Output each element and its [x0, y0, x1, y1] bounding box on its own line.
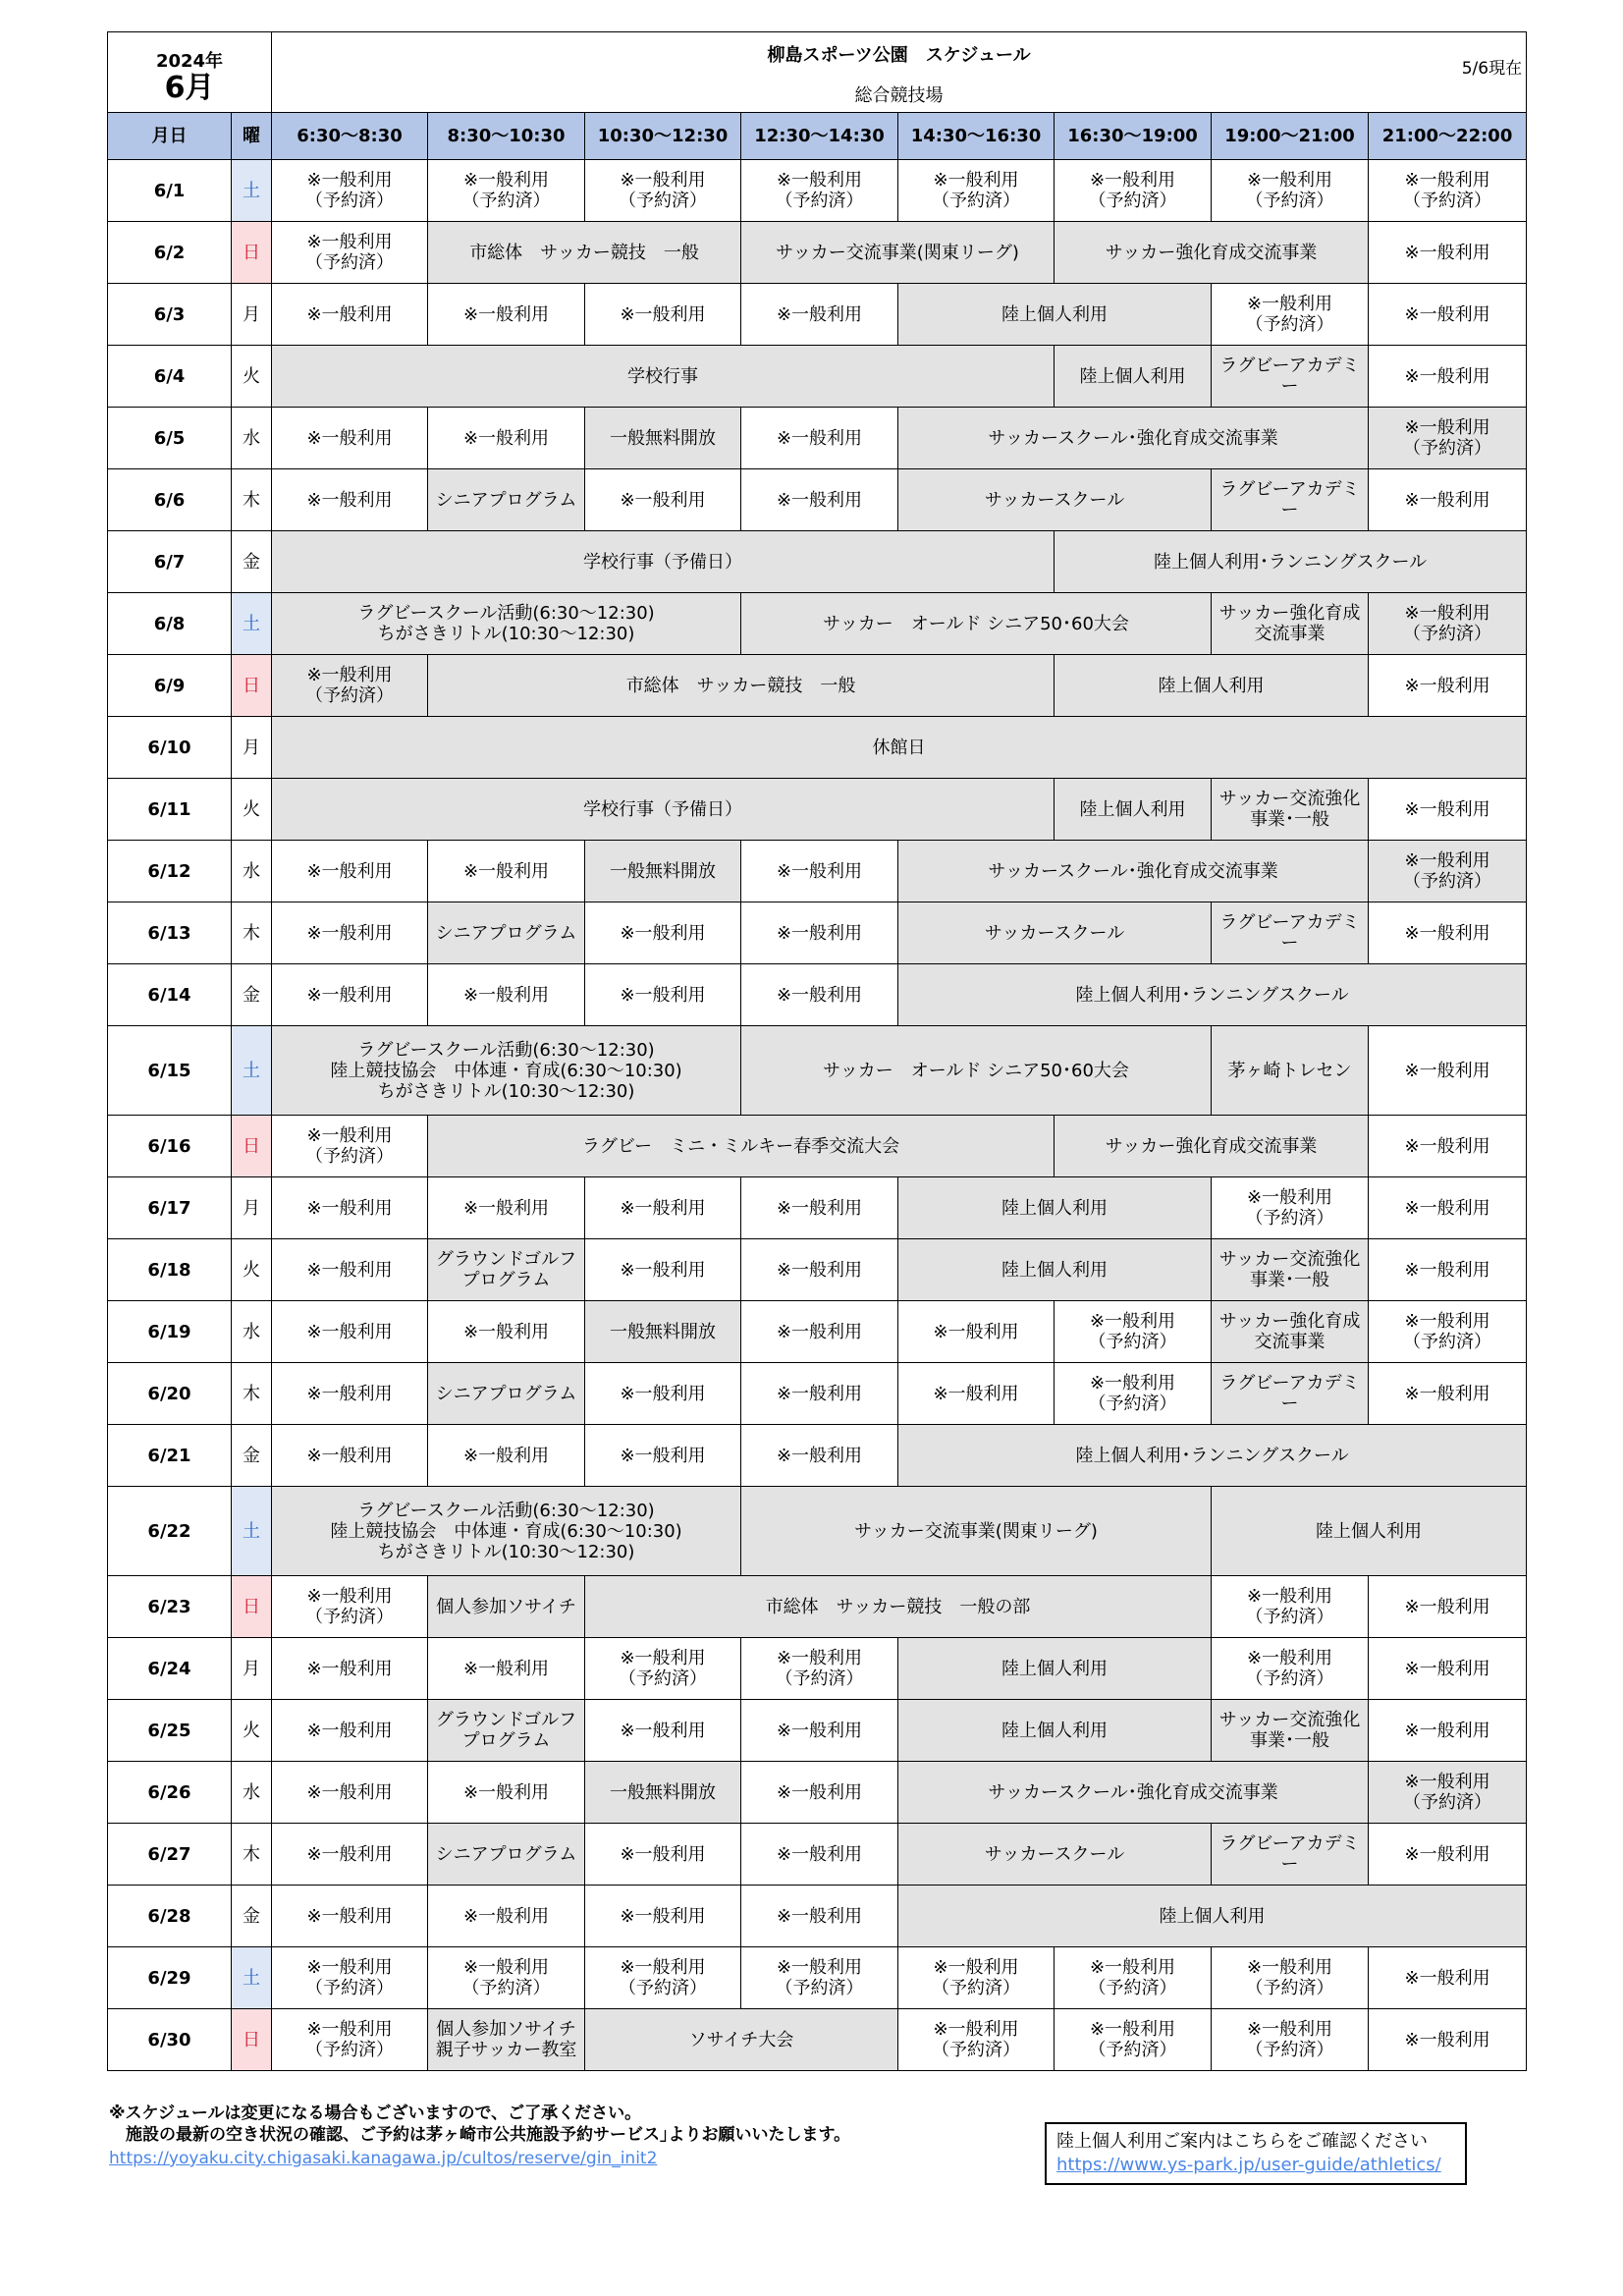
row-date: 6/5 — [108, 408, 232, 469]
schedule-cell: ※一般利用 — [585, 469, 741, 531]
schedule-cell: ※一般利用 （予約済） — [272, 2009, 428, 2071]
schedule-cell: ラグビー ミニ・ミルキー春季交流大会 — [428, 1116, 1055, 1177]
schedule-row — [108, 408, 1527, 469]
schedule-cell: 市総体 サッカー競技 一般 — [428, 655, 1055, 717]
schedule-cell: ※一般利用 — [741, 1301, 898, 1363]
schedule-row — [108, 902, 1527, 964]
schedule-row — [108, 222, 1527, 284]
col-header-slot: 10:30～12:30 — [585, 113, 741, 160]
schedule-cell: 陸上個人利用 — [898, 1700, 1212, 1762]
schedule-cell: ※一般利用 （予約済） — [1369, 841, 1527, 902]
schedule-cell: ※一般利用 （予約済） — [272, 655, 428, 717]
schedule-cell: ※一般利用 — [272, 469, 428, 531]
schedule-cell: ※一般利用 — [1369, 346, 1527, 408]
schedule-cell: ※一般利用 — [1369, 2009, 1527, 2071]
schedule-cell: 陸上個人利用･ランニングスクール — [898, 964, 1527, 1026]
row-day-of-week: 火 — [232, 1700, 272, 1762]
schedule-cell: ※一般利用 （予約済） — [741, 160, 898, 222]
schedule-cell: シニアプログラム — [428, 469, 585, 531]
row-day-of-week: 水 — [232, 408, 272, 469]
year-label: 2024年 — [155, 51, 224, 72]
schedule-cell: ※一般利用 （予約済） — [1212, 160, 1369, 222]
schedule-row — [108, 160, 1527, 222]
schedule-row — [108, 593, 1527, 655]
schedule-cell: シニアプログラム — [428, 902, 585, 964]
schedule-table — [107, 31, 1527, 2071]
schedule-cell: ラグビーアカデミー — [1212, 1363, 1369, 1425]
schedule-cell: ※一般利用 — [741, 1177, 898, 1239]
schedule-cell: ※一般利用 （予約済） — [898, 1947, 1055, 2009]
schedule-cell: サッカースクール — [898, 469, 1212, 531]
schedule-cell: ※一般利用 — [1369, 1638, 1527, 1700]
reservation-notice: 施設の最新の空き状況の確認、ご予約は茅ヶ崎市公共施設予約サービス｣よりお願いいたします。 — [109, 2125, 851, 2145]
schedule-row — [108, 1947, 1527, 2009]
row-date: 6/22 — [108, 1487, 232, 1576]
schedule-cell: ※一般利用 （予約済） — [1369, 408, 1527, 469]
schedule-cell: 陸上個人利用･ランニングスクール — [898, 1425, 1527, 1487]
schedule-row — [108, 964, 1527, 1026]
schedule-cell: 市総体 サッカー競技 一般の部 — [585, 1576, 1212, 1638]
schedule-cell: ※一般利用 — [1369, 1239, 1527, 1301]
schedule-cell: ※一般利用 （予約済） — [898, 160, 1055, 222]
athletics-info-text: 陸上個人利用ご案内はこちらをご確認ください — [1056, 2131, 1428, 2152]
schedule-row — [108, 1363, 1527, 1425]
schedule-cell: 学校行事（予備日） — [272, 779, 1055, 841]
schedule-cell: ラグビーアカデミー — [1212, 346, 1369, 408]
schedule-cell: ※一般利用 — [272, 1301, 428, 1363]
row-day-of-week: 月 — [232, 284, 272, 346]
schedule-cell: ※一般利用 — [428, 408, 585, 469]
schedule-cell: 陸上個人利用･ランニングスクール — [1055, 531, 1527, 593]
col-header-slot: 14:30～16:30 — [898, 113, 1055, 160]
schedule-row — [108, 1700, 1527, 1762]
schedule-cell: ※一般利用 — [272, 1239, 428, 1301]
schedule-cell: ※一般利用 （予約済） — [1369, 160, 1527, 222]
schedule-cell: ※一般利用 — [741, 1363, 898, 1425]
row-day-of-week: 土 — [232, 160, 272, 222]
schedule-row — [108, 346, 1527, 408]
schedule-cell: 休館日 — [272, 717, 1527, 779]
col-header-slot: 16:30～19:00 — [1055, 113, 1212, 160]
schedule-cell: ※一般利用 — [585, 902, 741, 964]
schedule-cell: ※一般利用 （予約済） — [272, 160, 428, 222]
schedule-cell: ※一般利用 — [898, 1363, 1055, 1425]
schedule-cell: ※一般利用 （予約済） — [1055, 2009, 1212, 2071]
col-header-date: 月日 — [108, 113, 232, 160]
row-date: 6/10 — [108, 717, 232, 779]
schedule-cell: ※一般利用 — [585, 964, 741, 1026]
row-date: 6/23 — [108, 1576, 232, 1638]
row-day-of-week: 日 — [232, 655, 272, 717]
schedule-cell: サッカー強化育成交流事業 — [1055, 1116, 1369, 1177]
schedule-cell: ※一般利用 — [428, 841, 585, 902]
row-day-of-week: 月 — [232, 1177, 272, 1239]
schedule-cell: ※一般利用 — [1369, 222, 1527, 284]
schedule-cell: ※一般利用 （予約済） — [585, 1947, 741, 2009]
row-day-of-week: 日 — [232, 1116, 272, 1177]
schedule-cell: ※一般利用 — [741, 284, 898, 346]
schedule-cell: ※一般利用 — [741, 1239, 898, 1301]
schedule-row — [108, 841, 1527, 902]
schedule-row — [108, 1239, 1527, 1301]
athletics-info-link[interactable]: https://www.ys-park.jp/user-guide/athletics/ — [1056, 2155, 1441, 2175]
col-header-slot: 21:00～22:00 — [1369, 113, 1527, 160]
schedule-cell: ※一般利用 （予約済） — [1055, 160, 1212, 222]
col-header-dow: 曜 — [232, 113, 272, 160]
schedule-cell: ※一般利用 （予約済） — [1212, 284, 1369, 346]
schedule-cell: ※一般利用 — [1369, 284, 1527, 346]
row-date: 6/9 — [108, 655, 232, 717]
row-date: 6/14 — [108, 964, 232, 1026]
schedule-row — [108, 1301, 1527, 1363]
schedule-cell: サッカー オールド シニア50･60大会 — [741, 1026, 1212, 1116]
schedule-cell: ※一般利用 — [272, 1886, 428, 1947]
schedule-cell: ※一般利用 — [1369, 902, 1527, 964]
schedule-cell: 陸上個人利用 — [898, 1239, 1212, 1301]
col-header-slot: 8:30～10:30 — [428, 113, 585, 160]
row-day-of-week: 金 — [232, 1886, 272, 1947]
col-header-slot: 6:30～8:30 — [272, 113, 428, 160]
schedule-cell: ※一般利用 — [741, 902, 898, 964]
schedule-cell: サッカー オールド シニア50･60大会 — [741, 593, 1212, 655]
schedule-cell: 個人参加ソサイチ — [428, 1576, 585, 1638]
row-date: 6/28 — [108, 1886, 232, 1947]
schedule-cell: ※一般利用 — [741, 408, 898, 469]
row-date: 6/30 — [108, 2009, 232, 2071]
schedule-cell: ※一般利用 — [272, 1700, 428, 1762]
schedule-cell: ※一般利用 — [1369, 1363, 1527, 1425]
schedule-row — [108, 717, 1527, 779]
schedule-row — [108, 1026, 1527, 1116]
schedule-cell: 一般無料開放 — [585, 1301, 741, 1363]
row-date: 6/29 — [108, 1947, 232, 2009]
schedule-cell: 陸上個人利用 — [1055, 655, 1369, 717]
schedule-cell: 一般無料開放 — [585, 408, 741, 469]
schedule-cell: ラグビーアカデミー — [1212, 1824, 1369, 1886]
schedule-cell: ※一般利用 （予約済） — [272, 222, 428, 284]
schedule-cell: ※一般利用 （予約済） — [272, 1116, 428, 1177]
schedule-cell: ※一般利用 — [585, 1824, 741, 1886]
row-date: 6/17 — [108, 1177, 232, 1239]
row-date: 6/27 — [108, 1824, 232, 1886]
schedule-cell: 陸上個人利用 — [898, 284, 1212, 346]
schedule-cell: ※一般利用 — [428, 964, 585, 1026]
schedule-cell: ※一般利用 （予約済） — [1212, 1576, 1369, 1638]
row-day-of-week: 金 — [232, 1425, 272, 1487]
schedule-cell: ※一般利用 — [741, 841, 898, 902]
row-date: 6/2 — [108, 222, 232, 284]
schedule-row — [108, 1886, 1527, 1947]
row-day-of-week: 木 — [232, 1363, 272, 1425]
schedule-cell: ※一般利用 （予約済） — [1212, 1638, 1369, 1700]
schedule-cell: サッカースクール･強化育成交流事業 — [898, 408, 1369, 469]
schedule-cell: 一般無料開放 — [585, 841, 741, 902]
schedule-cell: ※一般利用 — [428, 284, 585, 346]
schedule-row — [108, 2009, 1527, 2071]
row-date: 6/21 — [108, 1425, 232, 1487]
schedule-cell: ※一般利用 （予約済） — [1369, 593, 1527, 655]
schedule-cell: 陸上個人利用 — [898, 1177, 1212, 1239]
schedule-cell: ラグビースクール活動(6:30～12:30) 陸上競技協会 中体連・育成(6:30～10:30) ちがさきリトル(10:30～12:30) — [272, 1026, 741, 1116]
schedule-cell: 陸上個人利用 — [898, 1638, 1212, 1700]
footer-notes — [109, 2103, 850, 2169]
page-title: 柳島スポーツ公園 スケジュール — [767, 45, 1031, 67]
schedule-cell: ※一般利用 — [741, 1425, 898, 1487]
row-day-of-week: 金 — [232, 964, 272, 1026]
schedule-row — [108, 1824, 1527, 1886]
row-day-of-week: 日 — [232, 222, 272, 284]
schedule-cell: ※一般利用 （予約済） — [428, 160, 585, 222]
schedule-cell: ※一般利用 （予約済） — [1212, 1177, 1369, 1239]
row-date: 6/13 — [108, 902, 232, 964]
schedule-cell: ※一般利用 — [272, 1762, 428, 1824]
schedule-row — [108, 1487, 1527, 1576]
schedule-cell: ※一般利用 （予約済） — [272, 1947, 428, 2009]
schedule-cell: グラウンドゴルフ プログラム — [428, 1239, 585, 1301]
schedule-cell: 陸上個人利用 — [898, 1886, 1527, 1947]
schedule-cell: ※一般利用 — [272, 964, 428, 1026]
row-date: 6/26 — [108, 1762, 232, 1824]
schedule-cell: ※一般利用 — [741, 964, 898, 1026]
schedule-row — [108, 655, 1527, 717]
schedule-cell: ※一般利用 — [741, 469, 898, 531]
schedule-cell: ※一般利用 （予約済） — [898, 2009, 1055, 2071]
row-day-of-week: 水 — [232, 1762, 272, 1824]
schedule-cell: ※一般利用 — [272, 1638, 428, 1700]
row-day-of-week: 火 — [232, 1239, 272, 1301]
schedule-cell: シニアプログラム — [428, 1363, 585, 1425]
schedule-cell: ※一般利用 — [585, 284, 741, 346]
row-date: 6/1 — [108, 160, 232, 222]
schedule-row — [108, 1638, 1527, 1700]
schedule-title-cell — [272, 32, 1527, 80]
schedule-cell: ※一般利用 — [1369, 1177, 1527, 1239]
schedule-row — [108, 1116, 1527, 1177]
schedule-cell: ※一般利用 — [585, 1700, 741, 1762]
schedule-row — [108, 779, 1527, 841]
schedule-cell: ※一般利用 — [1369, 779, 1527, 841]
schedule-cell: ※一般利用 — [272, 841, 428, 902]
schedule-row — [108, 1425, 1527, 1487]
schedule-sheet — [107, 31, 1526, 2071]
schedule-cell: グラウンドゴルフ プログラム — [428, 1700, 585, 1762]
schedule-row — [108, 531, 1527, 593]
schedule-cell: ラグビースクール活動(6:30～12:30) ちがさきリトル(10:30～12:30) — [272, 593, 741, 655]
schedule-cell: ※一般利用 — [741, 1762, 898, 1824]
month-label: 6月 — [164, 71, 215, 105]
schedule-cell: サッカー強化育成交流事業 — [1055, 222, 1369, 284]
schedule-cell: ※一般利用 — [741, 1700, 898, 1762]
col-header-slot: 12:30～14:30 — [741, 113, 898, 160]
schedule-cell: 学校行事（予備日） — [272, 531, 1055, 593]
year-month-cell — [108, 32, 272, 113]
schedule-cell: サッカースクール･強化育成交流事業 — [898, 1762, 1369, 1824]
schedule-cell: ※一般利用 — [272, 1425, 428, 1487]
schedule-row — [108, 284, 1527, 346]
schedule-cell: ※一般利用 — [1369, 1576, 1527, 1638]
row-day-of-week: 土 — [232, 1947, 272, 2009]
schedule-cell: サッカー交流事業(関東リーグ) — [741, 222, 1055, 284]
schedule-cell: ※一般利用 — [1369, 1026, 1527, 1116]
row-date: 6/12 — [108, 841, 232, 902]
row-date: 6/8 — [108, 593, 232, 655]
schedule-cell: ※一般利用 — [1369, 1824, 1527, 1886]
schedule-cell: ※一般利用 — [428, 1762, 585, 1824]
schedule-cell: サッカー交流事業(関東リーグ) — [741, 1487, 1212, 1576]
row-day-of-week: 木 — [232, 902, 272, 964]
schedule-cell: ※一般利用 — [1369, 1700, 1527, 1762]
schedule-cell: 学校行事 — [272, 346, 1055, 408]
row-day-of-week: 土 — [232, 1487, 272, 1576]
schedule-cell: ※一般利用 — [428, 1638, 585, 1700]
schedule-cell: ※一般利用 — [428, 1301, 585, 1363]
schedule-cell: ソサイチ大会 — [585, 2009, 898, 2071]
row-date: 6/15 — [108, 1026, 232, 1116]
row-day-of-week: 土 — [232, 593, 272, 655]
schedule-row — [108, 1576, 1527, 1638]
row-day-of-week: 金 — [232, 531, 272, 593]
schedule-cell: ※一般利用 （予約済） — [741, 1947, 898, 2009]
schedule-cell: 陸上個人利用 — [1055, 346, 1212, 408]
row-date: 6/18 — [108, 1239, 232, 1301]
schedule-cell: ※一般利用 — [272, 1824, 428, 1886]
row-day-of-week: 月 — [232, 1638, 272, 1700]
schedule-cell: ※一般利用 — [585, 1886, 741, 1947]
schedule-cell: ※一般利用 （予約済） — [1055, 1947, 1212, 2009]
row-date: 6/19 — [108, 1301, 232, 1363]
row-date: 6/3 — [108, 284, 232, 346]
schedule-cell: 市総体 サッカー競技 一般 — [428, 222, 741, 284]
row-date: 6/16 — [108, 1116, 232, 1177]
schedule-cell: シニアプログラム — [428, 1824, 585, 1886]
row-day-of-week: 火 — [232, 346, 272, 408]
schedule-cell: ※一般利用 — [272, 1177, 428, 1239]
schedule-cell: ※一般利用 （予約済） — [585, 1638, 741, 1700]
athletics-info-box — [1045, 2122, 1467, 2185]
schedule-cell: ラグビーアカデミー — [1212, 902, 1369, 964]
row-day-of-week: 水 — [232, 841, 272, 902]
row-day-of-week: 日 — [232, 1576, 272, 1638]
row-day-of-week: 木 — [232, 1824, 272, 1886]
schedule-cell: ※一般利用 — [898, 1301, 1055, 1363]
schedule-cell: 個人参加ソサイチ 親子サッカー教室 — [428, 2009, 585, 2071]
row-date: 6/4 — [108, 346, 232, 408]
schedule-cell: ※一般利用 — [585, 1177, 741, 1239]
schedule-cell: 茅ヶ崎トレセン — [1212, 1026, 1369, 1116]
row-date: 6/25 — [108, 1700, 232, 1762]
schedule-row — [108, 1762, 1527, 1824]
schedule-cell: 陸上個人利用 — [1055, 779, 1212, 841]
schedule-cell: ※一般利用 — [428, 1425, 585, 1487]
schedule-cell: ※一般利用 — [272, 1363, 428, 1425]
schedule-cell: ※一般利用 （予約済） — [272, 1576, 428, 1638]
schedule-cell: ※一般利用 — [1369, 655, 1527, 717]
row-day-of-week: 土 — [232, 1026, 272, 1116]
schedule-cell: 一般無料開放 — [585, 1762, 741, 1824]
column-header-row — [108, 113, 1527, 160]
schedule-cell: ※一般利用 — [741, 1824, 898, 1886]
schedule-cell: ※一般利用 — [272, 902, 428, 964]
schedule-cell: ※一般利用 — [741, 1886, 898, 1947]
schedule-cell: ※一般利用 — [272, 408, 428, 469]
row-date: 6/6 — [108, 469, 232, 531]
venue-label: 総合競技場 — [272, 80, 1527, 113]
reservation-link[interactable]: https://yoyaku.city.chigasaki.kanagawa.jp/cultos/reserve/gin_init2 — [109, 2149, 658, 2168]
schedule-cell: ※一般利用 （予約済） — [1055, 1363, 1212, 1425]
as-of-date: 5/6現在 — [1461, 58, 1523, 79]
schedule-cell: 陸上個人利用 — [1212, 1487, 1527, 1576]
schedule-cell: ※一般利用 （予約済） — [741, 1638, 898, 1700]
change-notice: ※スケジュールは変更になる場合もございますので、ご了承ください。 — [109, 2104, 642, 2123]
schedule-cell: ※一般利用 — [428, 1886, 585, 1947]
row-date: 6/20 — [108, 1363, 232, 1425]
schedule-cell: ※一般利用 — [1369, 469, 1527, 531]
schedule-cell: ※一般利用 （予約済） — [428, 1947, 585, 2009]
schedule-cell: ※一般利用 — [272, 284, 428, 346]
col-header-slot: 19:00～21:00 — [1212, 113, 1369, 160]
schedule-cell: ※一般利用 — [428, 1177, 585, 1239]
row-date: 6/24 — [108, 1638, 232, 1700]
schedule-cell: サッカースクール･強化育成交流事業 — [898, 841, 1369, 902]
schedule-cell: ※一般利用 （予約済） — [1369, 1301, 1527, 1363]
schedule-row — [108, 469, 1527, 531]
schedule-cell: サッカー交流強化事業･一般 — [1212, 779, 1369, 841]
schedule-cell: サッカースクール — [898, 902, 1212, 964]
row-day-of-week: 日 — [232, 2009, 272, 2071]
schedule-cell: ※一般利用 （予約済） — [585, 160, 741, 222]
schedule-cell: ※一般利用 （予約済） — [1055, 1301, 1212, 1363]
schedule-cell: ※一般利用 （予約済） — [1212, 2009, 1369, 2071]
row-day-of-week: 木 — [232, 469, 272, 531]
schedule-cell: ※一般利用 — [585, 1425, 741, 1487]
row-date: 6/7 — [108, 531, 232, 593]
schedule-cell: ※一般利用 — [585, 1239, 741, 1301]
schedule-cell: ※一般利用 — [1369, 1947, 1527, 2009]
schedule-cell: ※一般利用 — [1369, 1116, 1527, 1177]
schedule-cell: ラグビースクール活動(6:30～12:30) 陸上競技協会 中体連・育成(6:30～10:30) ちがさきリトル(10:30～12:30) — [272, 1487, 741, 1576]
schedule-cell: サッカー交流強化事業･一般 — [1212, 1239, 1369, 1301]
schedule-cell: ※一般利用 （予約済） — [1369, 1762, 1527, 1824]
row-day-of-week: 水 — [232, 1301, 272, 1363]
schedule-cell: ※一般利用 （予約済） — [1212, 1947, 1369, 2009]
schedule-cell: ラグビーアカデミー — [1212, 469, 1369, 531]
row-date: 6/11 — [108, 779, 232, 841]
footer — [107, 2103, 1526, 2191]
row-day-of-week: 火 — [232, 779, 272, 841]
schedule-cell: サッカー交流強化事業･一般 — [1212, 1700, 1369, 1762]
row-day-of-week: 月 — [232, 717, 272, 779]
schedule-cell: サッカー強化育成交流事業 — [1212, 1301, 1369, 1363]
schedule-cell: サッカー強化育成交流事業 — [1212, 593, 1369, 655]
schedule-row — [108, 1177, 1527, 1239]
schedule-cell: ※一般利用 — [585, 1363, 741, 1425]
schedule-cell: サッカースクール — [898, 1824, 1212, 1886]
